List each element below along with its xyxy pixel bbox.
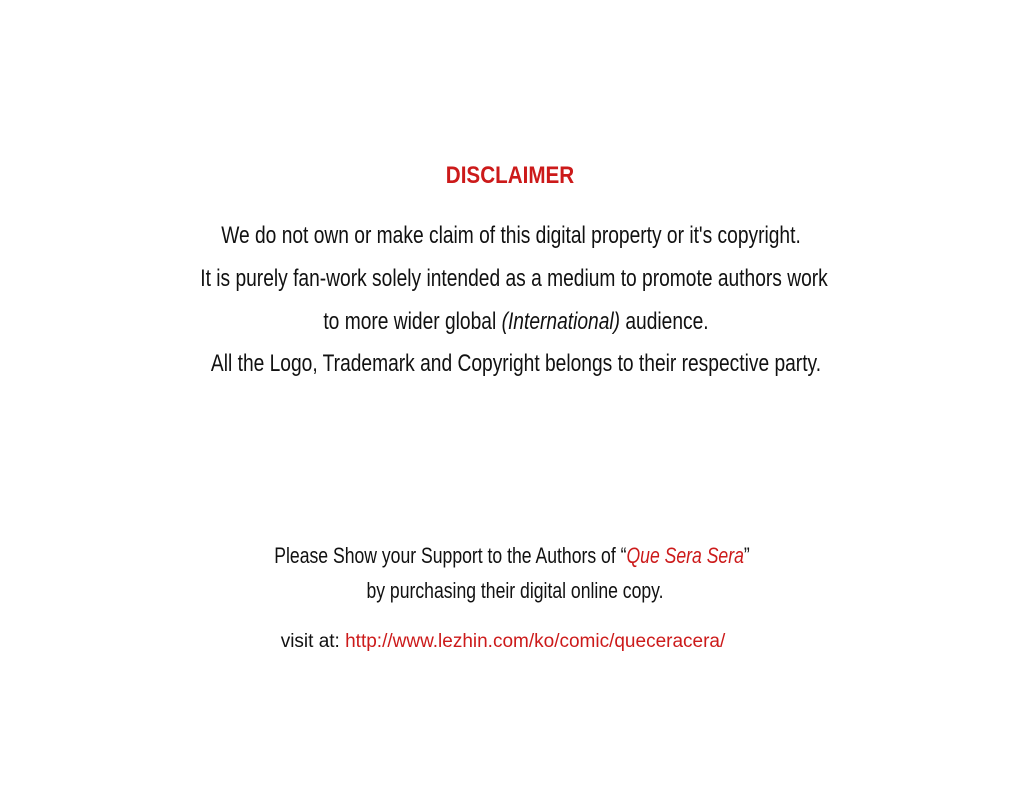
disclaimer-line-3 bbox=[4, 308, 1024, 336]
line-3-before: to more wider global bbox=[323, 308, 502, 335]
support-line-1-text bbox=[102, 542, 921, 570]
visit-label: visit at: bbox=[280, 631, 346, 652]
disclaimer-line-1-text: We do not own or make claim of this digital property or it's copyright. bbox=[221, 222, 801, 249]
support-line-2-text: by purchasing their digital online copy. bbox=[366, 578, 664, 603]
disclaimer-title: DISCLAIMER bbox=[445, 162, 575, 189]
support-line-2 bbox=[3, 577, 1024, 605]
disclaimer-line-1 bbox=[0, 222, 1023, 250]
support-line-1-after: ” bbox=[743, 543, 750, 568]
disclaimer-line-3-text bbox=[106, 308, 925, 336]
disclaimer-line-4 bbox=[4, 350, 1024, 378]
visit-line bbox=[0, 630, 1006, 654]
disclaimer-line-2-text: It is purely fan-work solely intended as a medium to promote authors work bbox=[200, 265, 828, 292]
international-italic: (International) bbox=[501, 308, 621, 335]
support-line-1-before: Please Show your Support to the Authors of “ bbox=[274, 543, 627, 568]
comic-title: Que Sera Sera bbox=[626, 543, 744, 568]
comic-url-link[interactable]: http://www.lezhin.com/ko/comic/queceracera/ bbox=[345, 631, 726, 652]
line-3-after: audience. bbox=[620, 308, 709, 335]
disclaimer-line-4-text: All the Logo, Trademark and Copyright belongs to their respective party. bbox=[210, 350, 822, 377]
support-line-1 bbox=[0, 542, 1024, 570]
disclaimer-line-2 bbox=[2, 265, 1024, 293]
